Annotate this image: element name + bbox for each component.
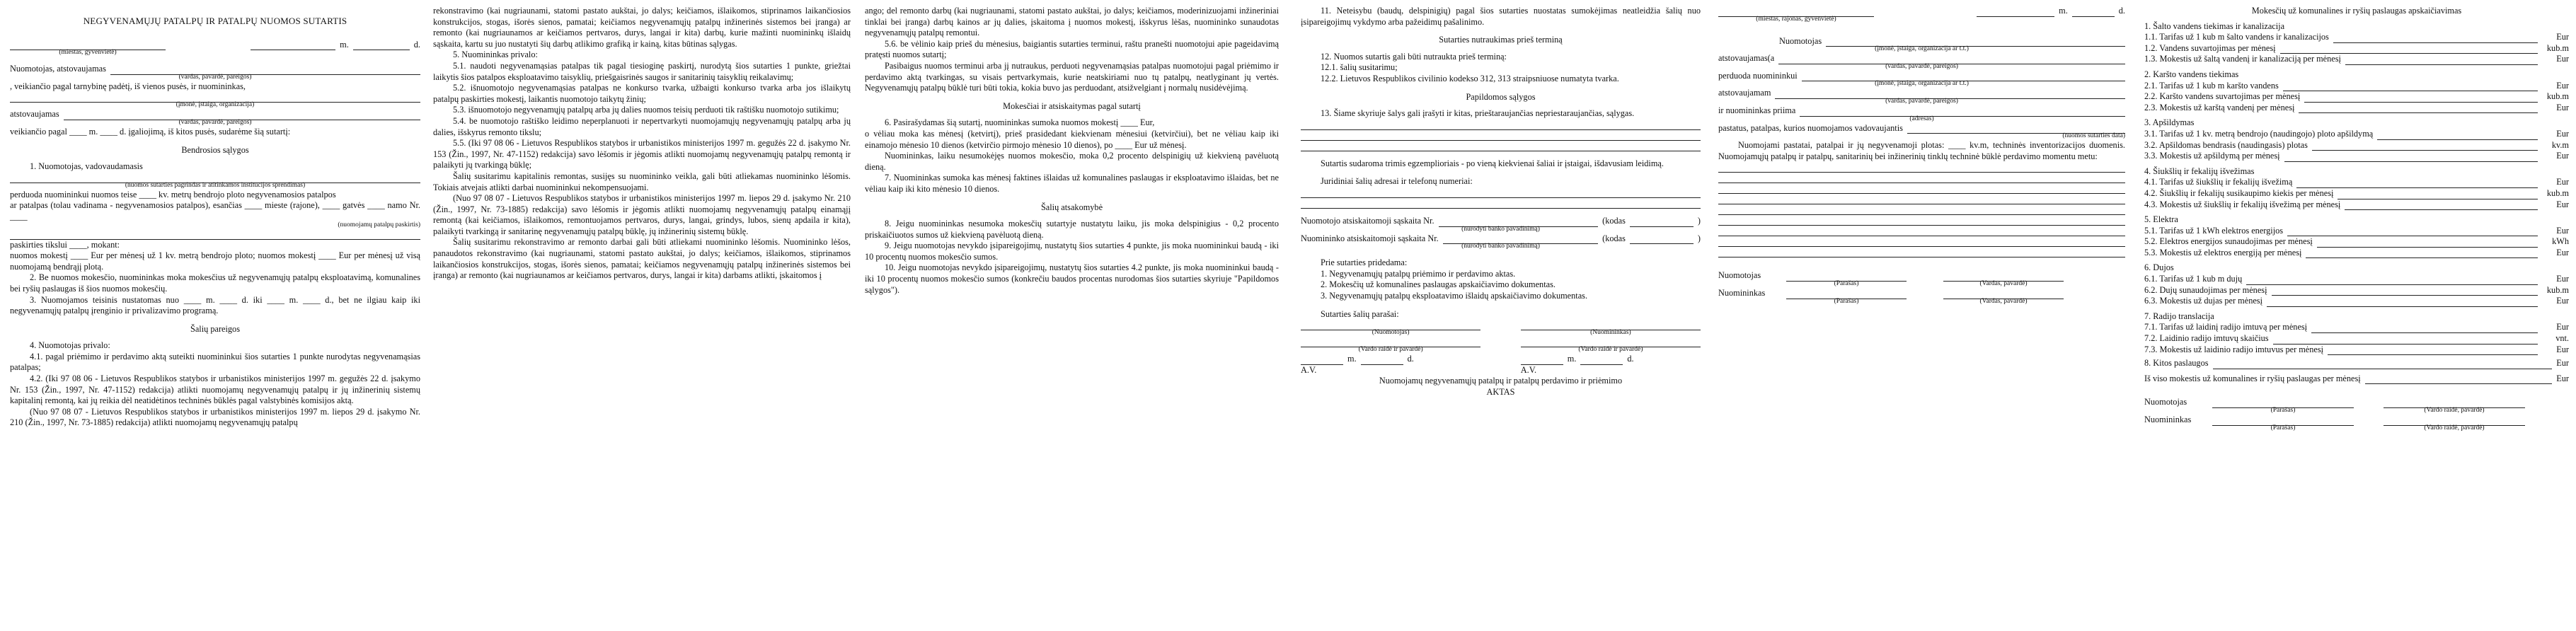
utility-row (2144, 129, 2569, 140)
utility-row (2144, 91, 2569, 103)
utility-row-unit: vnt. (2555, 333, 2569, 344)
fill-line[interactable] (2272, 295, 2538, 296)
utility-row-unit: Eur (2556, 322, 2569, 332)
utility-row-unit: Eur (2556, 274, 2569, 284)
utility-row-label: 6.1. Tarifas už 1 kub m dujų (2144, 274, 2243, 284)
section-general: Bendrosios sąlygos (181, 144, 249, 155)
utility-row (2144, 188, 2569, 199)
utility-row (2144, 151, 2569, 162)
page6-title: Mokesčių už komunalines ir ryšių paslaugas apskaičiavimas (2251, 6, 2462, 16)
fill-line[interactable] (2306, 257, 2538, 258)
utility-row (2144, 43, 2569, 54)
page-4: 11. Neteisybu (baudų, delspinigių) pagal šios sutarties nuostatas sumokėjimas neatleidžia šalių nuo įsipareigojimų vykdymo arba pažeidimų pašalinimo. Sutarties nutraukimas prieš terminą 12. Nuomos sutartis gali būti nutraukta prieš terminą: 12.1. šalių susitarimu; 12.2. Lietuvos Respublikos civilinio kodekso 312, 313 straipsniuose numatyta tvarka. Papildomos sąlygos 13. Šiame skyriuje šalys gali įrašyti ir kitas, prieštaraujančias nepriestaraujančias, sąlygas. Sutartis sudaroma trimis egzemplioriais - po vieną kiekvienai šaliai ir įstaigai, išdavusiam leidimą. Juridiniai šalių adresai ir telefonų numeriai: Nuomotojo atsiskaitomoji sąskaita Nr. (kodas ) (nurodyti banko pavadinimą) Nuomininko atsiskaitomoji sąskaita Nr. (kodas ) (nurodyti banko pavadinimą) Prie sutarties pridedama: 1. Negyvenamųjų patalpų priėmimo ir perdavimo aktas. 2. Mokesčių už komunalines paslaugas apskaičiavimo dokumentas. 3. Negyvenamųjų patalpų eksploatavimo išlaidų apskaičiavimo dokumentas. Sutarties šalių parašai: (Nuomotojas) (Vardo raidė ir pavardė) m. d. A.V. (Nuomininkas) (Vardo raidė ir pavardė) m. d. A.V. Nuomojamų negyvenamųjų patalpų ir patalpų perdavimo ir priėmimo AKTAS (1301, 6, 1701, 397)
utility-group-heading: 1. Šalto vandens tiekimas ir kanalizacija (2144, 21, 2285, 31)
utility-row-unit: Eur (2556, 54, 2569, 64)
utility-row (2144, 140, 2569, 151)
page-1: NEGYVENAMŲJŲ PATALPŲ IR PATALPŲ NUOMOS SUTARTIS m. d. (miestas, gyvenvietė) Nuomotojas, atstovaujamas (vardas, pavardė, pareigos) , veikiančio pagal tarnybinę padėtį, iš vienos pusės, ir nuomininkas, (įmonė, įstaiga, organizacija) atstovaujamas (vardas, pavardė, pareigos) veikiančio pagal ____ m. ____ d. įgaliojimą, iš kitos pusės, sudarėme šią sutartį: Bendrosios sąlygos 1. Nuomotojas, vadovaudamasis (nuomos sutarties pagrindas ir atitinkamos institucijos sprendimas) perduoda nuomininkui nuomos teise ____ kv. metrų bendrojo ploto negyvenamosios patalpos ar patalpas (tolau vadinama - negyvenamosios patalpos), esančias ____ mieste (rajone), ____ gatvės ____ namo Nr. ____ (nuomojamų patalpų paskirtis) paskirties tikslui ____, mokant: nuomos mokestį ____ Eur per mėnesį už 1 kv. metrą bendrojo ploto; nuomos mokestį ____ Eur per mėnesį už visą nuomojamą bendrąjį plotą. 2. Be nuomos mokesčio, nuomininkas moka mokesčius už negyvenamųjų patalpų eksploatavimą, komunalines bei ryšių paslaugas iš šios nuomos mokesčių. 3. Nuomojamos teisinis nustatomas nuo ____ m. ____ d. iki ____ m. ____ d., bet ne ilgiau kaip iki negyvenamųjų patalpų įrenginio ir privalizavimo programą. Šalių pareigos 4. Nuomotojas privalo: 4.1. pagal priėmimo ir perdavimo aktą suteikti nuomininkui šios sutarties 1 punkte nurodytas negyvenamąsias patalpas; 4.2. (Iki 97 08 06 - Lietuvos Respublikos statybos ir urbanistikos ministerijos 1997 m. gegužės 22 d. įsakymo Nr. 153 (Žin., 1997, Nr. 47-1152) redakcija) atlikti nuomojamų negyvenamųjų patalpų ir jų inžinerinių sistemų kapitalinį remontą, kai jų reikia dėl neatidėtinos techninės būklės pagal valstybinės komisijos aktą. (Nuo 97 08 07 - Lietuvos Respublikos statybos ir urbanistikos ministerijos 1997 m. liepos 29 d. įsakymo Nr. 210 (Žin., 1997, Nr. 73-1885) redakcija) atlikti nuomojamų negyvenamųjų patalpų (10, 16, 420, 428)
fill-line[interactable] (2317, 247, 2538, 248)
fill-line[interactable] (2328, 354, 2538, 355)
utility-row-label: 2.1. Tarifas už 1 kub m karšto vandens (2144, 80, 2279, 91)
utility-row-label: 7.1. Tarifas už laidinį radijo imtuvą per mėnesį (2144, 322, 2308, 332)
utility-row-label: 3.3. Mokestis už apšildymą per mėnesį (2144, 151, 2280, 161)
utility-row-unit: Eur (2556, 225, 2569, 236)
fill-line[interactable] (2304, 102, 2538, 103)
utility-row-unit: Eur (2556, 296, 2569, 306)
fill-line[interactable] (2246, 284, 2538, 285)
utility-row-label: 2.2. Karšto vandens suvartojimas per mėnesį (2144, 91, 2301, 102)
utility-row-label: 1.3. Mokestis už šaltą vandenį ir kanalizaciją per mėnesį (2144, 54, 2341, 64)
utility-row (2144, 199, 2569, 211)
fill-line[interactable] (2345, 209, 2538, 210)
utility-row-unit: Eur (2556, 80, 2569, 91)
utility-row-label: 3.2. Apšildomas bendrasis (naudingasis) plotas (2144, 139, 2308, 150)
fill-line[interactable] (2267, 306, 2538, 307)
utility-row-label: 4.3. Mokestis už šiukšlių ir fekalijų išvežimą per mėnesį (2144, 199, 2341, 209)
utility-row-label: 6.2. Dujų sunaudojimas per mėnesį (2144, 284, 2267, 295)
utility-group-heading: 7. Radijo translacija (2144, 311, 2214, 321)
date-line: m. d. (10, 40, 420, 51)
page-6: Mokesčių už komunalines ir ryšių paslaugas apskaičiavimas 1. Šalto vandens tiekimas ir kanalizacija 1.1. Tarifas už 1 kub m šalto vandens ir kanalizacijos Eur 1.2. Vandens suvartojimas per mėnesį kub.m 1.3. Mokestis už šaltą vandenį ir kanalizaciją per mėnesį Eur 2. Karšto vandens tiekimas 2.1. Tarifas už 1 kub m karšto vandens Eur 2.2. Karšto vandens suvartojimas per mėnesį kub.m 2.3. Mokestis už karštą vandenį per mėnesį Eur 3. Apšildymas 3.1. Tarifas už 1 kv. metrą bendrojo (naudingojo) ploto apšildymą Eur 3.2. Apšildomas bendrasis (naudingasis) plotas kv.m 3.3. Mokestis už apšildymą per mėnesį Eur 4. Šiukšlių ir fekalijų išvežimas 4.1. Tarifas už šiukšlių ir fekalijų išvežimą Eur 4.2. Šiukšlių ir fekalijų susikaupimo kiekis per mėnesį kub.m 4.3. Mokestis už šiukšlių ir fekalijų išvežimą per mėnesį Eur 5. Elektra 5.1. Tarifas už 1 kWh elektros energijos Eur 5.2. Elektros energijos sunaudojimas per mėnesį kWh 5.3. Mokestis už elektros energiją per mėnesį Eur 6. Dujos 6.1. Tarifas už 1 kub m dujų Eur 6.2. Dujų sunaudojimas per mėnesį kub.m 6.3. Mokestis už dujas per mėnesį Eur 7. Radijo translacija 7.1. Tarifas už laidinį radijo imtuvą per mėnesį Eur 7.2. Laidinio radijo imtuvų skaičius vnt. 7.3. Mokestis už laidinio radijo imtuvus per mėnesį Eur 8. Kitos paslaugos Eur Iš viso mokestis už komunalines ir ryšių paslaugas per mėnesį Eur Nuomotojas (Parašas) (Vardo raidė, pavardė) Nuomininkas (Parašas) (Vardo raidė, pavardė) (2144, 6, 2569, 432)
utility-row-unit: Eur (2556, 32, 2569, 42)
utility-row (2144, 226, 2569, 237)
utility-row-label: 7.2. Laidinio radijo imtuvų skaičius (2144, 333, 2269, 344)
section-parties: Šalių pareigos (190, 323, 240, 334)
utility-row-unit: Eur (2556, 247, 2569, 257)
utility-row (2144, 54, 2569, 65)
utility-groups (2144, 21, 2569, 356)
utility-row-unit: Eur (2556, 102, 2569, 112)
utility-group-heading: 3. Apšildymas (2144, 117, 2195, 128)
utility-row-label: 5.3. Mokestis už elektros energiją per mėnesį (2144, 247, 2302, 257)
fill-line[interactable] (2311, 332, 2538, 333)
utility-row-label: 3.1. Tarifas už 1 kv. metrą bendrojo (naudingojo) ploto apšildymą (2144, 128, 2374, 139)
utility-row-unit: kub.m (2546, 187, 2569, 198)
utility-group-heading: 4. Šiukšlių ir fekalijų išvežimas (2144, 166, 2255, 176)
utility-row (2144, 81, 2569, 92)
utility-row-label: 7.3. Mokestis už laidinio radijo imtuvus per mėnesį (2144, 344, 2324, 354)
utility-row-unit: kub.m (2546, 42, 2569, 53)
utility-row-label: 1.2. Vandens suvartojimas per mėnesį (2144, 42, 2276, 53)
utility-row-unit: Eur (2556, 344, 2569, 354)
hint-place: (miestas, gyvenvietė) (59, 49, 117, 57)
utility-row-label: 1.1. Tarifas už 1 kub m šalto vandens ir kanalizacijos (2144, 32, 2329, 42)
page-2: rekonstravimo (kai nugriaunami, statomi pastato aukštai, jo dalys; keičiamos, išlaikomos, stiprinamos laikančiosios konstrukcijos, stogas, išorės sienos, pamatai; keičiamos negyvenamųjų patalpų inžinerinės sistemos bei įranga) ar remonto (kai nugriaunamos ar keičiamos pertvaros, durys, langai ir kita) darbų, kurie mažinti nuomininkų išlaidų sąskaita, kartu su juo nustatyti šių darbų atlikimo grafiką ir kainą, kitas būtinas sąlygas. 5. Nuomininkas privalo: 5.1. naudoti negyvenamąsias patalpas tik pagal tiesioginę paskirtį, nurodytą šios sutarties 1 punkte, griežtai laikytis šios patalpos eksploatavimo taisyklių, priešgaisrinės saugos ir sanitarinių taisyklių reikalavimų; 5.2. išnuomotojo negyvenamąsias patalpas ne konkurso tvarka, užbaigti konkurso tvarka arba jos išlaikytų patalpų paskirties mokestį, laikantis nuomotojo taikytų žinių; 5.3. išnuomotojo negyvenamųjų patalpų arba jų dalies nuomos teisių perduoti tik raštišku nuomotojo sutikimu; 5.4. be nuomotojo raštiško leidimo neperplanuoti ir nepertvarkyti nuomojamųjų negyvenamųjų patalpų arba jų dalies, išskyrus remonto tikslu; 5.5. (Iki 97 08 06 - Lietuvos Respublikos statybos ir urbanistikos ministerijos 1997 m. gegužės 22 d. įsakymo Nr. 153 (Žin., 1997, Nr. 47-1152) redakcija) savo lėšomis ir jėgomis atlikti nuomojamų negyvenamųjų patalpų remontą ir palaikyti jų tvarkingą būklę; Šalių susitarimu kapitalinis remontas, susijęs su nuomininko veikla, gali būti atliekamas nuomininko lėšomis. Tokiais atvejais atlikti darbai nuomininkui nekompensuojami. (Nuo 97 08 07 - Lietuvos Respublikos statybos ir urbanistikos ministerijos 1997 m. liepos 29 d. įsakymo Nr. 210 (Žin., 1997, Nr. 73-1885) redakcija) savo lėšomis ir jėgomis atlikti nuomojamų negyvenamųjų patalpų einamąjį remontą (kai keičiamos, išlaikomos, remontuojamos pertvaros, durys, langai, grindys, lubos, sienų apdaila ir kita), palaikyti tvarkingą ir sanitarinę negyvenamųjų patalpų būklę, jų inžinerinių sistemų būklę. Šalių susitarimu rekonstravimo ar remonto darbai gali būti atliekami nuomininko lėšomis. Nuomininko lėšos, panaudotos rekonstravimo (kai nugriaunami, statomi pastato aukštai, jo dalys; keičiamos, išlaikomos, stiprinamos laikančiosios konstrukcijos, stogas, išorės sienos, pamatai; keičiamos negyvenamųjų patalpų inžinerinės sistemos bei įranga) ar remonto (kai nugriaunamos ar keičiamos pertvaros, durys, langai ir kita) darbams atlikti, įskaitomos į (433, 6, 851, 281)
utility-row (2144, 285, 2569, 296)
utility-row-unit: kub.m (2546, 284, 2569, 295)
utility-row (2144, 274, 2569, 285)
utility-row-label: 5.2. Elektros energijos sunaudojimas per mėnesį (2144, 236, 2313, 247)
utility-row-label: 2.3. Mokestis už karštą vandenį per mėnesį (2144, 102, 2295, 112)
section-liability: Šalių atsakomybė (1040, 202, 1103, 212)
utility-row (2144, 248, 2569, 259)
fill-line[interactable] (2284, 161, 2538, 162)
utility-row-label: 4.2. Šiukšlių ir fekalijų susikaupimo kiekis per mėnesį (2144, 187, 2334, 198)
utility-row-unit: Eur (2556, 151, 2569, 161)
utility-row (2144, 333, 2569, 345)
fill-line[interactable] (2345, 64, 2538, 65)
utility-row (2144, 296, 2569, 307)
utility-row-label: 5.1. Tarifas už 1 kWh elektros energijos (2144, 225, 2284, 236)
page-3: ango; del remonto darbų (kai nugriaunami, statomi pastato aukštai, jo dalys; keičiamos, moderinizuojami inžineriniai tinklai bei įranga) darbų kainos ar jų dalies, įskaitoma į nuomos mokestį, išskyrus lėšas, nuomininko sunaudotas negyvenamųjų patalpų remontui. 5.6. be vėlinio kaip prieš du mėnesius, baigiantis sutarties terminui, raštu pranešti nuomotojui apie pageidavimą pratęsti nuomos sutartį; Pasibaigus nuomos terminui arba jį nutraukus, perduoti negyvenamąsias patalpas nuomotojui pagal priėmimo ir perdavimo aktą tvarkingas, su visais pertvarkymais, kurie neatskiriami nuo tų patalpų, neatlyginant jų vertės. Negyvenamųjų patalpų būklė turi būti tokia, kokia buvo jas perduodant, atsižvelgiant į normalų nusidėvėjimą. Mokesčiai ir atsiskaitymas pagal sutartį 6. Pasirašydamas šią sutartį, nuomininkas sumoka nuomos mokestį ____ Eur, o vėliau moka kas mėnesį (ketvirtį), prieš prasidedant kiekvienam mėnesiui (ketvirčiui), bet ne vėliau kaip iki einamojo mėnesio 10 dienos (ketvirčio pirmojo mėnesio 10 dienos), po ____ Eur už mėnesį. Nuomininkas, laiku nesumokėjęs nuomos mokesčio, moka 0,2 procento delspinigių už kiekvieną pavėluotą dieną. 7. Nuomininkas sumoka kas mėnesį faktines išlaidas už komunalines paslaugas ir eksploatavimo išlaidas, bet ne vėliau kaip iki kito mėnesio 10 dienos. Šalių atsakomybė 8. Jeigu nuomininkas nesumoka mokesčių sutartyje nustatytu laiku, jis moka delspinigius - 0,2 procento priskaičiuotos sumos už kiekvieną pavėluotą dieną. 9. Jeigu nuomotojas nevykdo įsipareigojimų, nustatytų šios sutarties 4 punkte, jis moka nuomininkui baudą - iki 10 procentų nuomos mokesčio sumos. 10. Jeigu nuomotojas nevykdo įsipareigojimų, nustatytų šios sutarties 4.2 punkte, jis moka nuomininkui baudą - iki 10 procentų nuomos mokesčio sumos (konkrečiu baudos procentas nurodomas šios sutarties skyriuje "Papildomos sąlygos"). (865, 6, 1279, 295)
utility-row-unit: Eur (2556, 128, 2569, 139)
utility-row (2144, 236, 2569, 248)
utility-row (2144, 345, 2569, 356)
tenant-basis: veikiančio pagal ____ m. ____ d. įgaliojimą, iš kitos pusės, sudarėme šią sutartį: (10, 126, 291, 137)
utility-row (2144, 103, 2569, 114)
landlord-intro: Nuomotojas, atstovaujamas (10, 64, 106, 74)
utility-row-unit: Eur (2556, 199, 2569, 209)
utility-row (2144, 177, 2569, 188)
signature-block: (Nuomotojas) (Vardo raidė ir pavardė) m. d. A.V. (Nuomininkas) (Vardo raidė ir pavardė) m. d. A.V. (1301, 320, 1701, 376)
utility-group-heading: 2. Karšto vandens tiekimas (2144, 69, 2239, 79)
landlord-basis: , veikiančio pagal tarnybinę padėtį, iš vienos pusės, ir nuomininkas, (10, 81, 246, 91)
utility-row-unit: Eur (2556, 177, 2569, 187)
fill-line[interactable] (2333, 42, 2538, 43)
utility-row-unit: kWh (2552, 236, 2569, 247)
utility-row-label: 6.3. Mokestis už dujas per mėnesį (2144, 296, 2263, 306)
fill-line[interactable] (2312, 150, 2538, 151)
utility-row-unit: kv.m (2551, 139, 2569, 150)
fill-line[interactable] (2299, 112, 2538, 113)
page-5: m. d. (miestas, rajonas, gyvenvietė) Nuomotojas (įmonė, įstaiga, organizacija ar t.t.) atstovaujamas(a (vardas, pavardė, pareigos) perduoda nuomininkui (įmonė, įstaiga, organizacija ar t.t.) atstovaujamam (vardas, pavardė, pareigos) ir nuomininkas priima (adresas) pastatus, patalpas, kurios nuomojamos vadovaujantis (nuomos sutarties data) Nuomojami pastatai, patalpai ir jų negyvenamoji plotas: ____ kv.m, techninės inventorizacijos duomenis. Nuomojamųjų patalpų ir patalpų, sanitarinių bei inžinerinių tinklų techninė būklė perdavimo momentu metu: Nuomotojas (Parašas) (Vardas, pavardė) Nuomininkas (Parašas) (Vardas, pavardė) (1718, 6, 2125, 305)
utility-row-unit: kub.m (2546, 91, 2569, 102)
utility-row (2144, 32, 2569, 43)
document-title: NEGYVENAMŲJŲ PATALPŲ IR PATALPŲ NUOMOS SUTARTIS (83, 16, 347, 26)
section-payment: Mokesčiai ir atsiskaitymas pagal sutartį (1003, 100, 1141, 111)
utility-row (2144, 322, 2569, 333)
utility-group-heading: 6. Dujos (2144, 262, 2174, 273)
utility-row-label: 4.1. Tarifas už šiukšlių ir fekalijų išvežimą (2144, 177, 2293, 187)
utility-group-heading: 5. Elektra (2144, 214, 2178, 225)
fill-line[interactable] (2377, 139, 2538, 140)
